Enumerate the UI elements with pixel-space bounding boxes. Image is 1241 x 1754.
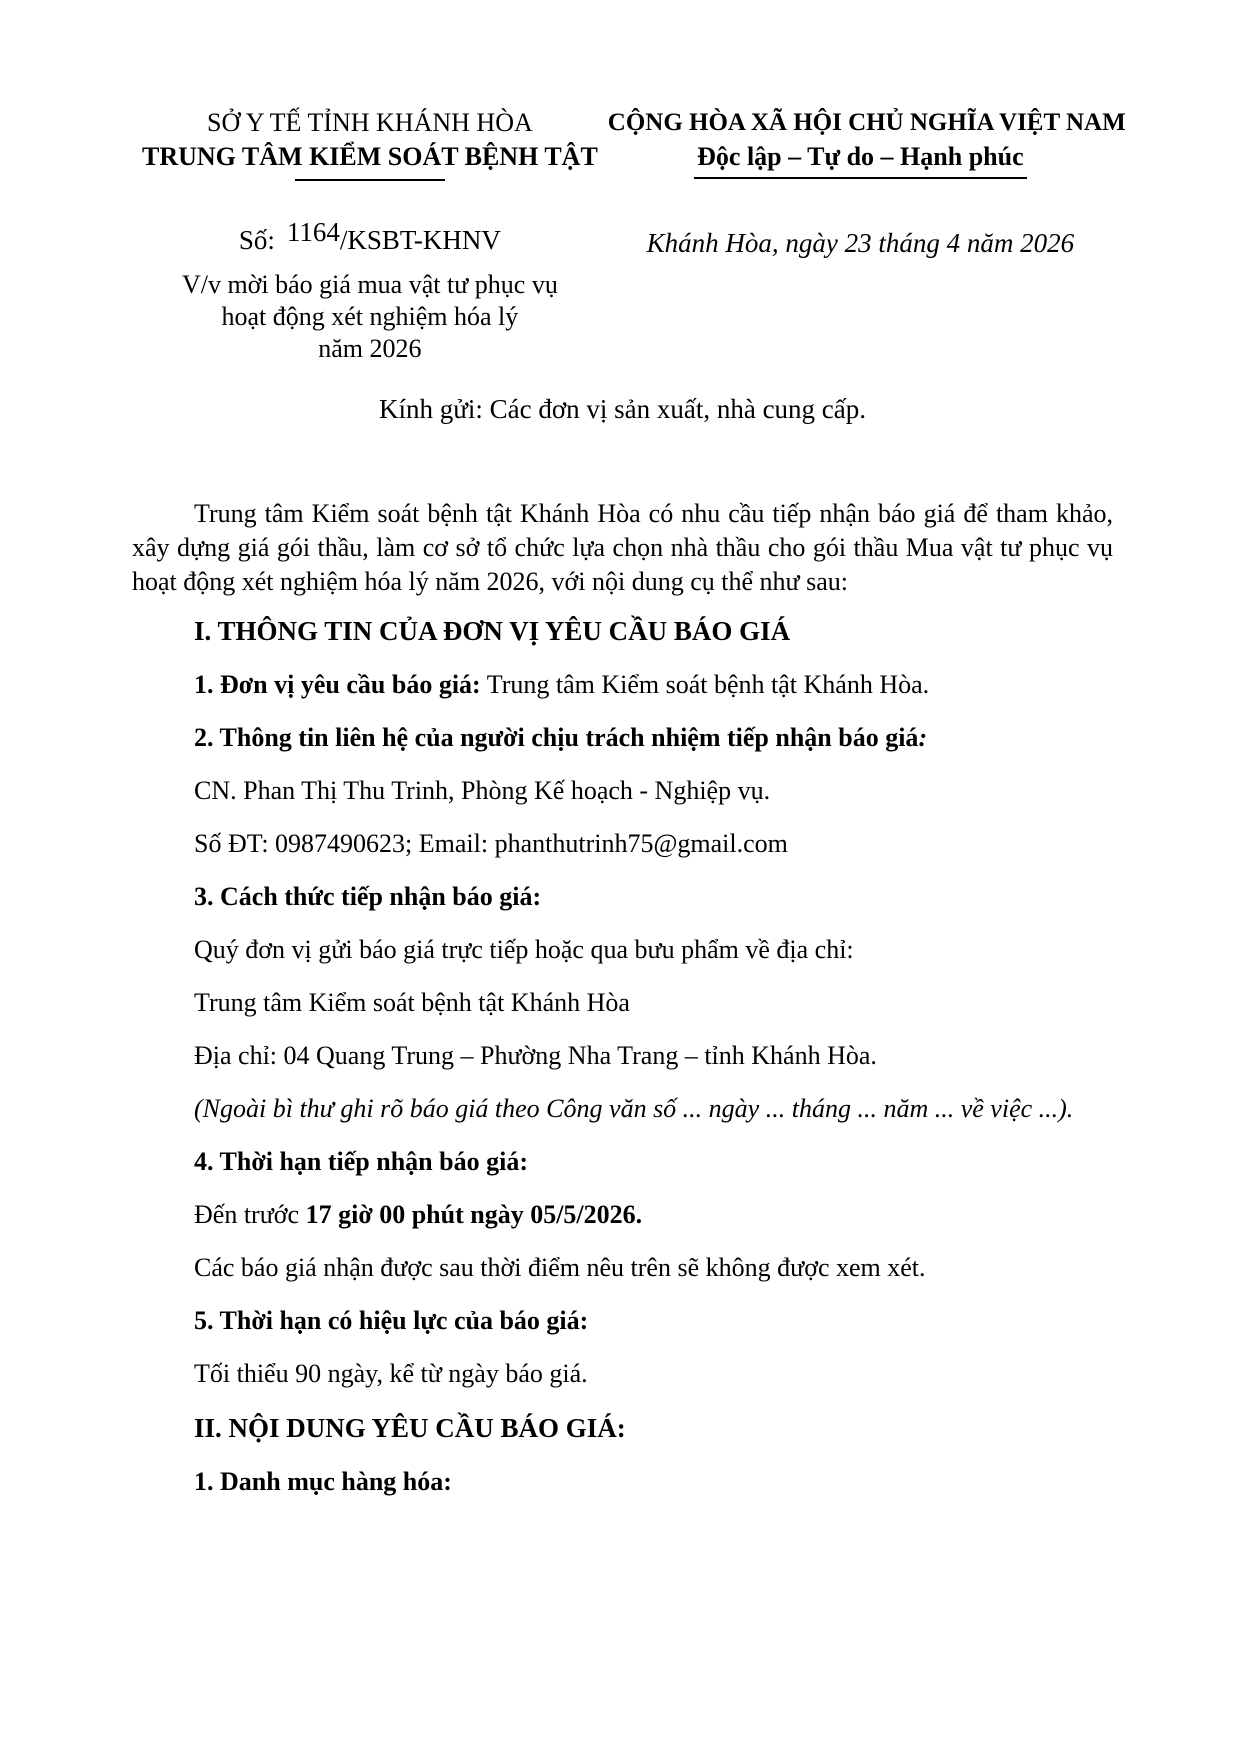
- letter-header: [132, 106, 1126, 365]
- national-motto-line2: Độc lập – Tự do – Hạnh phúc: [694, 140, 1027, 179]
- envelope-note: (Ngoài bì thư ghi rõ báo giá theo Công văn số ... ngày ... tháng ... năm ... về việc ...).: [194, 1094, 1074, 1123]
- item-1-text: Trung tâm Kiểm soát bệnh tật Khánh Hòa.: [486, 670, 930, 699]
- intro-paragraph: Trung tâm Kiểm soát bệnh tật Khánh Hòa có nhu cầu tiếp nhận báo giá để tham khảo, xây dựng giá gói thầu, làm cơ sở tổ chức lựa chọn nhà thầu cho gói thầu Mua vật tư phục vụ hoạt động xét nghiệm hóa lý năm 2026, với nội dung cụ thể như sau:: [132, 499, 1113, 596]
- item-4-label: 4. Thời hạn tiếp nhận báo giá:: [194, 1147, 528, 1176]
- deadline-prefix: Đến trước: [194, 1200, 300, 1229]
- item-3-address-line: Địa chỉ: 04 Quang Trung – Phường Nha Trang – tỉnh Khánh Hòa.: [194, 1041, 877, 1070]
- subject-line-2: hoạt động xét nghiệm hóa lý: [221, 302, 519, 331]
- document-subject: [132, 269, 608, 365]
- contact-person-line: CN. Phan Thị Thu Trinh, Phòng Kế hoạch - Nghiệp vụ.: [194, 776, 771, 805]
- issuer-block: [132, 106, 608, 365]
- issuer-parent-name: SỞ Y TẾ TỈNH KHÁNH HÒA: [207, 108, 533, 137]
- contact-phone-email-line: Số ĐT: 0987490623; Email: phanthutrinh75@gmail.com: [194, 829, 788, 858]
- place-date-line: Khánh Hòa, ngày 23 tháng 4 năm 2026: [646, 228, 1075, 258]
- item-5-label: 5. Thời hạn có hiệu lực của báo giá:: [194, 1306, 589, 1335]
- document-number-suffix: /KSBT-KHNV: [339, 225, 501, 255]
- subject-line-3: năm 2026: [318, 334, 422, 363]
- document-number-label: Số:: [238, 225, 275, 255]
- salutation-line: Kính gửi: Các đơn vị sản xuất, nhà cung cấp.: [378, 394, 867, 424]
- item-1-label: 1. Đơn vị yêu cầu báo giá:: [194, 670, 481, 699]
- document-number-line: [132, 217, 608, 259]
- subject-line-1: V/v mời báo giá mua vật tư phục vụ: [181, 270, 558, 299]
- item-5-validity-line: Tối thiểu 90 ngày, kể từ ngày báo giá.: [194, 1359, 588, 1388]
- national-motto-line2-wrap: [608, 140, 1113, 179]
- item-2-contact-heading: [132, 721, 1113, 755]
- deadline-datetime: 17 giờ 00 phút ngày 05/5/2026.: [305, 1200, 643, 1229]
- issuer-divider-rule: [295, 179, 445, 181]
- letter-body: [132, 391, 1113, 1499]
- item-3-org-line: Trung tâm Kiểm soát bệnh tật Khánh Hòa: [194, 988, 630, 1017]
- issuer-org-name: TRUNG TÂM KIỂM SOÁT BỆNH TẬT: [141, 142, 598, 171]
- item-4-deadline-line: [132, 1198, 1113, 1232]
- item-2-colon: :: [918, 723, 928, 752]
- section-i-heading: I. THÔNG TIN CỦA ĐƠN VỊ YÊU CẦU BÁO GIÁ: [194, 616, 791, 646]
- item-1-requesting-unit: [132, 668, 1113, 702]
- document-number-value: 1164: [286, 217, 340, 247]
- national-motto-line1: CỘNG HÒA XÃ HỘI CHỦ NGHĨA VIỆT NAM: [607, 109, 1126, 136]
- section-ii-heading: II. NỘI DUNG YÊU CẦU BÁO GIÁ:: [194, 1413, 626, 1443]
- national-motto-block: [607, 106, 1126, 261]
- item-4-late-note: Các báo giá nhận được sau thời điểm nêu trên sẽ không được xem xét.: [194, 1253, 926, 1282]
- item-3-delivery-line: Quý đơn vị gửi báo giá trực tiếp hoặc qua bưu phẩm về địa chỉ:: [194, 935, 854, 964]
- item-2-label: 2. Thông tin liên hệ của người chịu trách nhiệm tiếp nhận báo giá: [194, 723, 919, 752]
- item-3-label: 3. Cách thức tiếp nhận báo giá:: [194, 882, 542, 911]
- section-ii-item-1-label: 1. Danh mục hàng hóa:: [194, 1467, 452, 1496]
